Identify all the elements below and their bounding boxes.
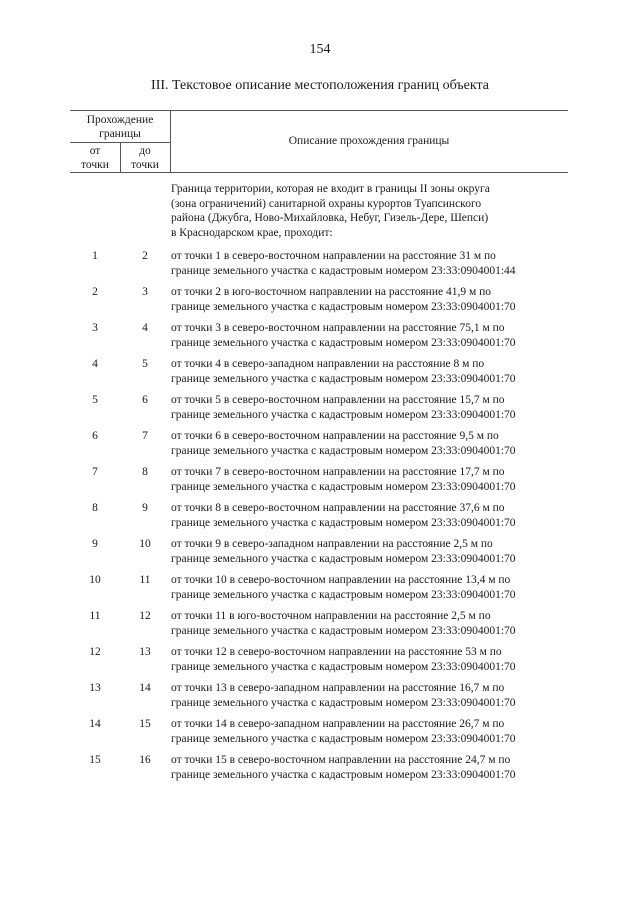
- header-description: Описание прохождения границы: [288, 135, 450, 147]
- segment-description: [171, 753, 571, 782]
- table-row: [0, 573, 640, 603]
- from-point: 12: [89, 646, 101, 658]
- description-line: границе земельного участка с кадастровым номером 23:33:0904001:70: [171, 480, 516, 493]
- description-line: границе земельного участка с кадастровым номером 23:33:0904001:70: [171, 732, 516, 745]
- to-point: 10: [139, 538, 151, 550]
- table-row: [0, 465, 640, 495]
- from-point: 3: [92, 322, 98, 334]
- header-from-line1: от: [89, 145, 101, 157]
- intro-paragraph: [171, 182, 571, 240]
- from-point: 6: [92, 430, 98, 442]
- segment-description: [171, 537, 571, 566]
- header-to: [120, 144, 170, 172]
- table-row: [0, 501, 640, 531]
- to-point: 14: [139, 682, 151, 694]
- from-point: 13: [89, 682, 101, 694]
- description-line: границе земельного участка с кадастровым номером 23:33:0904001:70: [171, 624, 516, 637]
- description-line: от точки 7 в северо-восточном направлении на расстояние 17,7 м по: [171, 466, 505, 478]
- segment-description: [171, 465, 571, 494]
- description-line: границе земельного участка с кадастровым номером 23:33:0904001:44: [171, 264, 516, 277]
- table-row: [0, 645, 640, 675]
- from-point: 1: [92, 250, 98, 262]
- from-point: 4: [92, 358, 98, 370]
- from-point: 2: [92, 286, 98, 298]
- section-title: III. Текстовое описание местоположения границ объекта: [151, 78, 489, 93]
- from-point: 10: [89, 574, 101, 586]
- segment-description: [171, 393, 571, 422]
- to-point: 5: [142, 358, 148, 370]
- description-line: границе земельного участка с кадастровым номером 23:33:0904001:70: [171, 768, 516, 781]
- table-row: [0, 429, 640, 459]
- header-to-line1: до: [139, 145, 151, 157]
- description-line: границе земельного участка с кадастровым номером 23:33:0904001:70: [171, 372, 516, 385]
- to-point: 8: [142, 466, 148, 478]
- description-line: от точки 12 в северо-восточном направлении на расстояние 53 м по: [171, 646, 502, 658]
- to-point: 3: [142, 286, 148, 298]
- from-point: 8: [92, 502, 98, 514]
- table-row: [0, 681, 640, 711]
- intro-line: в Краснодарском крае, проходит:: [171, 226, 333, 239]
- description-line: границе земельного участка с кадастровым номером 23:33:0904001:70: [171, 336, 516, 349]
- page-number: 154: [309, 42, 331, 57]
- description-line: от точки 1 в северо-восточном направлении на расстояние 31 м по: [171, 250, 496, 262]
- to-point: 2: [142, 250, 148, 262]
- intro-line: Граница территории, которая не входит в границы II зоны округа: [171, 183, 490, 195]
- segment-description: [171, 717, 571, 746]
- description-line: от точки 8 в северо-восточном направлении на расстояние 37,6 м по: [171, 502, 505, 514]
- to-point: 15: [139, 718, 151, 730]
- description-line: границе земельного участка с кадастровым номером 23:33:0904001:70: [171, 588, 516, 601]
- segment-description: [171, 573, 571, 602]
- description-line: от точки 6 в северо-восточном направлении на расстояние 9,5 м по: [171, 430, 499, 442]
- segment-description: [171, 501, 571, 530]
- from-point: 5: [92, 394, 98, 406]
- to-point: 12: [139, 610, 151, 622]
- table-row: [0, 357, 640, 387]
- segment-description: [171, 681, 571, 710]
- header-from: [70, 144, 120, 172]
- table-row: [0, 249, 640, 279]
- segment-description: [171, 645, 571, 674]
- description-line: от точки 5 в северо-восточном направлении на расстояние 15,7 м по: [171, 394, 505, 406]
- segment-description: [171, 609, 571, 638]
- description-line: границе земельного участка с кадастровым номером 23:33:0904001:70: [171, 696, 516, 709]
- from-point: 9: [92, 538, 98, 550]
- to-point: 9: [142, 502, 148, 514]
- from-point: 11: [89, 610, 101, 622]
- intro-line: района (Джубга, Ново-Михайловка, Небуг, Гизель-Дере, Шепси): [171, 212, 489, 225]
- description-line: от точки 14 в северо-западном направлении на расстояние 26,7 м по: [171, 718, 505, 730]
- segment-description: [171, 321, 571, 350]
- segment-description: [171, 285, 571, 314]
- description-line: границе земельного участка с кадастровым номером 23:33:0904001:70: [171, 660, 516, 673]
- intro-line: (зона ограничений) санитарной охраны курортов Туапсинского: [171, 197, 482, 210]
- description-line: границе земельного участка с кадастровым номером 23:33:0904001:70: [171, 408, 516, 421]
- to-point: 11: [139, 574, 151, 586]
- segment-description: [171, 429, 571, 458]
- table-top-rule: [70, 110, 568, 111]
- table-row: [0, 717, 640, 747]
- description-line: от точки 11 в юго-восточном направлении на расстояние 2,5 м по: [171, 610, 491, 622]
- from-point: 15: [89, 754, 101, 766]
- header-passage-line1: Прохождение: [86, 114, 154, 126]
- header-to-line2: точки: [131, 159, 159, 171]
- header-from-line2: точки: [81, 159, 109, 171]
- description-line: от точки 4 в северо-западном направлении на расстояние 8 м по: [171, 358, 485, 370]
- to-point: 4: [142, 322, 148, 334]
- table-row: [0, 321, 640, 351]
- table-row: [0, 393, 640, 423]
- description-line: от точки 13 в северо-западном направлении на расстояние 16,7 м по: [171, 682, 505, 694]
- description-line: границе земельного участка с кадастровым номером 23:33:0904001:70: [171, 516, 516, 529]
- description-line: от точки 10 в северо-восточном направлении на расстояние 13,4 м по: [171, 574, 511, 586]
- to-point: 16: [139, 754, 151, 766]
- description-line: от точки 3 в северо-восточном направлении на расстояние 75,1 м по: [171, 322, 505, 334]
- description-line: от точки 15 в северо-восточном направлении на расстояние 24,7 м по: [171, 754, 511, 766]
- segment-description: [171, 249, 571, 278]
- table-row: [0, 753, 640, 783]
- to-point: 7: [142, 430, 148, 442]
- table-row: [0, 537, 640, 567]
- to-point: 6: [142, 394, 148, 406]
- table-row: [0, 609, 640, 639]
- table-row: [0, 285, 640, 315]
- description-line: от точки 9 в северо-западном направлении на расстояние 2,5 м по: [171, 538, 493, 550]
- header-bottom-rule: [70, 172, 568, 173]
- header-passage-line2: границы: [99, 128, 141, 140]
- description-line: от точки 2 в юго-восточном направлении на расстояние 41,9 м по: [171, 286, 492, 298]
- from-point: 7: [92, 466, 98, 478]
- description-line: границе земельного участка с кадастровым номером 23:33:0904001:70: [171, 552, 516, 565]
- description-line: границе земельного участка с кадастровым номером 23:33:0904001:70: [171, 300, 516, 313]
- to-point: 13: [139, 646, 151, 658]
- description-line: границе земельного участка с кадастровым номером 23:33:0904001:70: [171, 444, 516, 457]
- segment-description: [171, 357, 571, 386]
- header-passage: [70, 113, 170, 141]
- from-point: 14: [89, 718, 101, 730]
